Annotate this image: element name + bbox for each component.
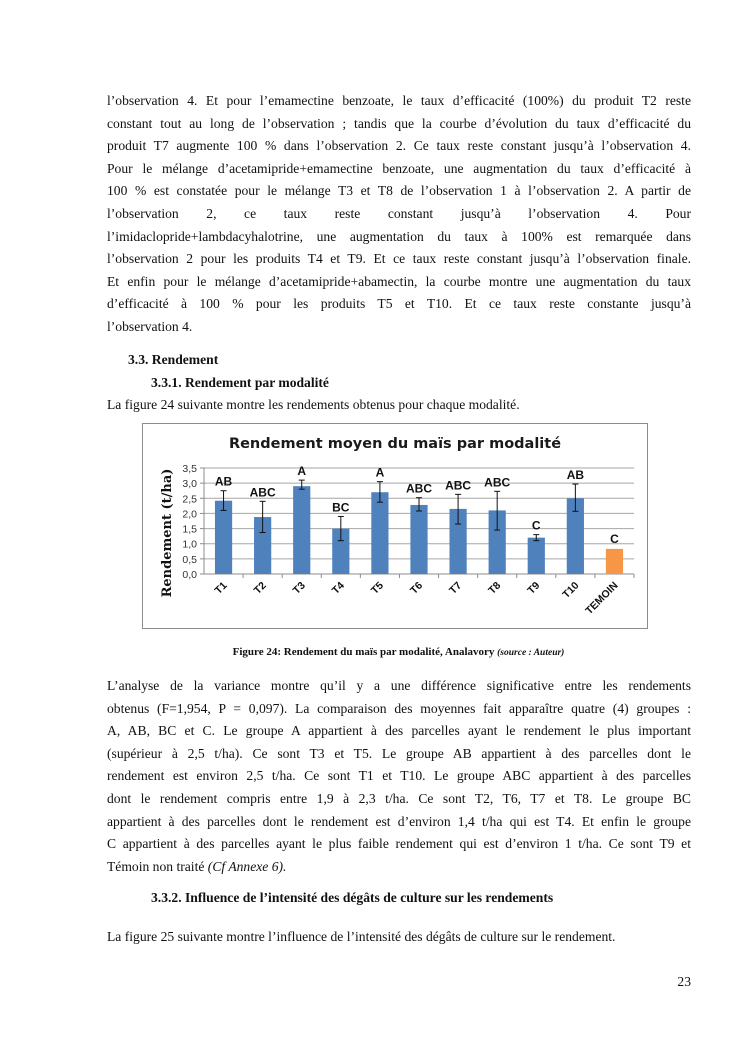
text-line: produit T7 augmente 100 % dans l’observation 2. Ce taux reste constant jusqu’à l’observation 4. xyxy=(107,138,691,154)
y-tick-label: 3,0 xyxy=(182,478,197,491)
group-letter: A xyxy=(297,464,307,479)
text-line: C appartient à des parcelles ayant le plus faible rendement qui est d’environ 1 t/ha. Ce sont T9 et xyxy=(107,836,691,852)
bar-t6 xyxy=(410,505,427,574)
x-tick-label: T6 xyxy=(407,579,426,597)
bar-temoin xyxy=(606,549,623,574)
text-line: rendement est environ 2,5 t/ha. Ce sont T1 et T10. Le groupe ABC appartient à des parcelles xyxy=(107,768,691,784)
text-segment: Témoin non traité xyxy=(107,858,208,874)
x-tick-label: T4 xyxy=(329,579,347,597)
paragraph-efficacy xyxy=(107,90,691,339)
text-line: (supérieur à 2,5 t/ha). Ce sont T3 et T5. Le groupe AB appartient à des parcelles dont le xyxy=(107,745,691,761)
bar-t1 xyxy=(215,501,232,574)
y-tick-label: 2,5 xyxy=(182,493,197,506)
group-letter: BC xyxy=(332,500,350,515)
text-line: l’observation 2, ce taux reste constant jusqu’à l’observation 4. Pour xyxy=(107,205,691,221)
heading-3-3-1: 3.3.1. Rendement par modalité xyxy=(151,375,329,390)
paragraph-anova xyxy=(107,675,691,878)
x-tick-label: T3 xyxy=(290,579,308,597)
text-line: L’analyse de la variance montre qu’il y a une différence significative entre les rendements xyxy=(107,678,691,693)
figure-24-chart xyxy=(142,423,648,629)
text-line: Et enfin pour le mélange d’acetamipride+abamectin, la courbe montre une augmentation du taux xyxy=(107,273,691,289)
group-letter: C xyxy=(610,531,619,546)
x-tick-label: T2 xyxy=(251,579,269,597)
annex-reference: (Cf Annexe 6). xyxy=(207,858,287,874)
caption-text: Figure 24: Rendement du maïs par modalité, Analavory xyxy=(232,646,498,658)
text-line: Pour le mélange d’acetamipride+emamectine benzoate, une augmentation du taux d’efficacité à xyxy=(107,160,691,176)
text-line: l’observation 4. xyxy=(107,318,193,334)
group-letter: A xyxy=(375,465,385,480)
text-line: d’efficacité à 100 % pour les produits T5 et T10. Et ce taux reste constante jusqu’à xyxy=(107,296,691,312)
text-line: 100 % est constatée pour le mélange T3 et T8 de l’observation 1 à l’observation 2. A partir de xyxy=(107,183,691,199)
text-line: dont le rendement compris entre 1,9 à 2,3 t/ha. Ce sont T2, T6, T7 et T8. Le groupe BC xyxy=(107,790,691,806)
page-number: 23 xyxy=(677,974,691,989)
text-line: obtenus (F=1,954, P = 0,097). La comparaison des moyennes fait apparaître quatre (4) groupes : xyxy=(107,700,691,716)
y-tick-label: 1,5 xyxy=(182,523,197,536)
text-line xyxy=(107,856,691,879)
group-letter: ABC xyxy=(406,481,432,496)
bar-t3 xyxy=(293,486,310,574)
group-letter: ABC xyxy=(249,485,276,500)
y-tick-label: 1,0 xyxy=(182,538,197,551)
group-letter: AB xyxy=(214,474,233,489)
x-tick-label: T9 xyxy=(525,579,543,597)
x-tick-label: T5 xyxy=(368,579,387,597)
y-tick-label: 3,5 xyxy=(182,463,197,475)
heading-3-3: 3.3. Rendement xyxy=(128,352,219,367)
group-letter: C xyxy=(531,518,541,533)
text-line: l’observation 4. Et pour l’emamectine benzoate, le taux d’efficacité (100%) du produit T2 reste xyxy=(107,93,691,108)
text-line: A, AB, BC et C. Le groupe A appartient à des parcelles ayant le rendement le plus important xyxy=(107,723,691,739)
group-letter: AB xyxy=(566,468,585,483)
group-letter: ABC xyxy=(445,478,472,493)
y-tick-label: 2,0 xyxy=(182,508,197,521)
intro-figure-24: La figure 24 suivante montre les rendements obtenus pour chaque modalité. xyxy=(107,397,520,412)
bar-t5 xyxy=(371,492,388,574)
bar-t9 xyxy=(528,538,545,574)
y-tick-label: 0,5 xyxy=(182,553,197,566)
bar-chart xyxy=(143,424,647,628)
chart-title: Rendement moyen du maïs par modalité xyxy=(228,436,562,452)
intro-figure-25: La figure 25 suivante montre l’influence de l’intensité des dégâts de culture sur le rendement. xyxy=(107,929,616,944)
text-line: appartient à des parcelles dont le rendement est d’environ 1,4 t/ha qui est T4. Et enfin le groupe xyxy=(107,813,691,829)
x-tick-label: T8 xyxy=(486,579,504,597)
caption-source: (source : Auteur) xyxy=(497,648,565,658)
heading-3-3-2: 3.3.2. Influence de l’intensité des dégâts de culture sur les rendements xyxy=(151,890,554,905)
text-line: constant tout au long de l’observation ; tandis que la courbe d’évolution du taux d’efficacité du xyxy=(107,115,691,131)
x-tick-label: T10 xyxy=(560,579,582,601)
text-line: l’observation 2 pour les produits T4 et T9. Et ce taux reste constant jusqu’à l’observation finale. xyxy=(107,251,691,267)
x-tick-label: T7 xyxy=(447,579,465,597)
group-letter: ABC xyxy=(484,475,511,490)
x-tick-label: T1 xyxy=(212,579,230,597)
x-tick-label: TEMOIN xyxy=(583,579,621,618)
y-tick-label: 0,0 xyxy=(182,569,197,581)
text-line: l’imidaclopride+lambdacyhalotrine, une augmentation du taux à 100% est remarquée dans xyxy=(107,228,691,244)
figure-24-caption xyxy=(0,646,745,658)
y-axis-label: Rendement (t/ha) xyxy=(160,468,175,598)
